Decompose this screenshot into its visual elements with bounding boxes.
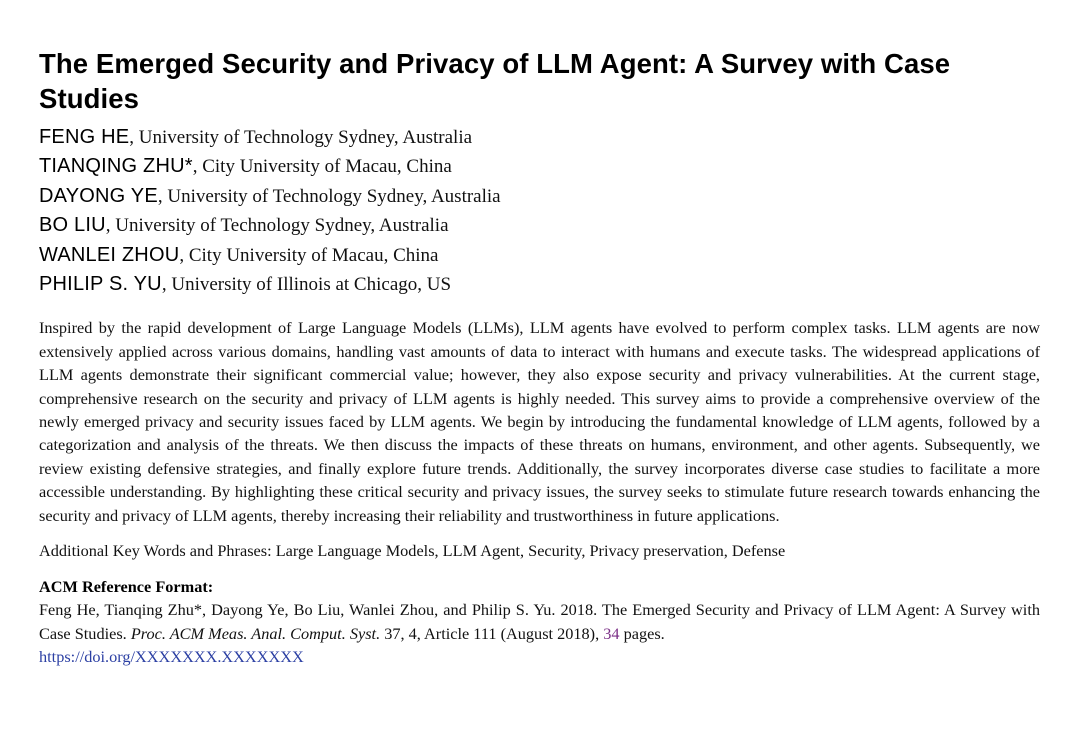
author-entry: TIANQING ZHU*, City University of Macau, China [39, 155, 452, 178]
author-entry: PHILIP S. YU, University of Illinois at Chicago, US [39, 273, 452, 296]
author-affiliation: City University of Macau, China [202, 156, 452, 178]
keywords-line: Additional Key Words and Phrases: Large Language Models, LLM Agent, Security, Privacy preservation, Defense [39, 541, 786, 561]
author-name: FENG HE [39, 126, 130, 148]
page-count-link[interactable]: 34 [603, 623, 620, 643]
author-list [39, 123, 1040, 299]
citation-text: Feng He, Tianqing Zhu*, Dayong Ye, Bo Liu, Wanlei Zhou, and Philip S. Yu. 2018. The Emerged Security and Privacy of LLM Agent: A Survey with Case Studies. [39, 600, 1040, 643]
reference-citation [39, 598, 1040, 668]
author-affiliation: University of Technology Sydney, Australia [115, 215, 449, 237]
author-entry: FENG HE, University of Technology Sydney, Australia [39, 126, 473, 148]
paper-title: The Emerged Security and Privacy of LLM Agent: A Survey with Case Studies [39, 48, 951, 114]
author-affiliation: University of Technology Sydney, Australia [167, 185, 501, 207]
doi-link[interactable]: https://doi.org/XXXXXXX.XXXXXXX [39, 646, 304, 666]
author-affiliation: University of Illinois at Chicago, US [171, 274, 452, 296]
author-affiliation: University of Technology Sydney, Australia [138, 127, 473, 148]
citation-details: 37, 4, Article 111 (August 2018), [380, 623, 604, 643]
author-entry: DAYONG YE, University of Technology Sydney, Australia [39, 184, 501, 207]
author-entry: WANLEI ZHOU, City University of Macau, China [39, 243, 439, 266]
author-affiliation: City University of Macau, China [188, 244, 439, 266]
author-name: PHILIP S. YU [39, 273, 162, 296]
citation-venue: Proc. ACM Meas. Anal. Comput. Syst. [130, 623, 381, 643]
author-name: TIANQING ZHU* [39, 155, 193, 178]
author-name: WANLEI ZHOU [39, 243, 180, 266]
abstract-paragraph: Inspired by the rapid development of Large Language Models (LLMs), LLM agents have evolved to perform complex tasks. LLM agents are now extensively applied across various domains, handling vast amounts of data to interact with humans and execute tasks. The widespread applications of LLM agents demonstrate their significant commercial value; however, they also expose security and privacy vulnerabilities. At the current stage, comprehensive research on the security and privacy of LLM agents is highly needed. This survey aims to provide a comprehensive overview of the newly emerged privacy and security issues faced by LLM agents. We begin by introducing the fundamental knowledge of LLM agents, followed by a categorization and analysis of the threats. We then discuss the impacts of these threats on humans, environment, and other agents. Subsequently, we review existing defensive strategies, and finally explore future trends. Additionally, the survey incorporates diverse case studies to facilitate a more accessible understanding. By highlighting these critical security and privacy issues, the survey seeks to stimulate future research towards enhancing the security and privacy of LLM agents, thereby increasing their reliability and trustworthiness in future applications. [39, 318, 1040, 525]
author-name: BO LIU [39, 214, 106, 237]
citation-pages-suffix: pages. [619, 623, 665, 643]
author-name: DAYONG YE [39, 184, 158, 207]
reference-format-heading: ACM Reference Format: [39, 577, 214, 597]
author-entry: BO LIU, University of Technology Sydney, Australia [39, 214, 449, 237]
